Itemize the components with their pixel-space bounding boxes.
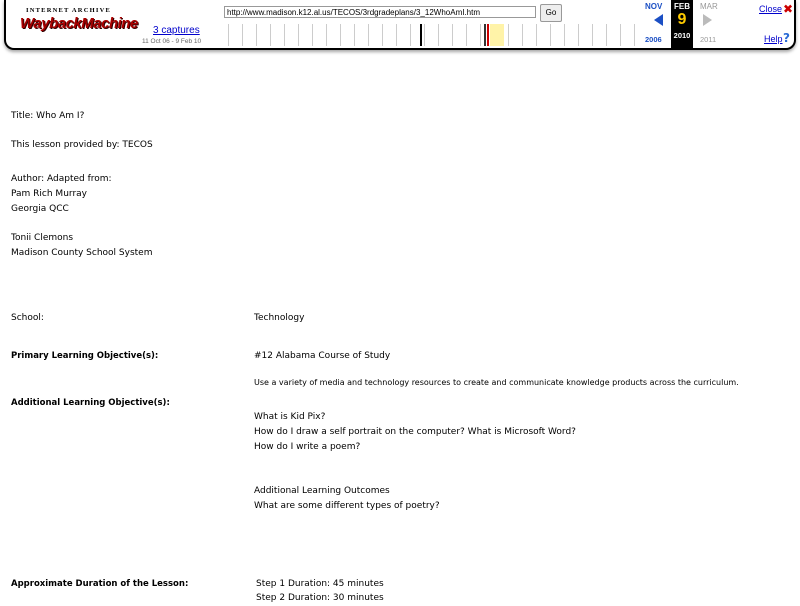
prev-capture-arrow-icon[interactable]: [654, 14, 663, 26]
wayback-logo[interactable]: [20, 7, 138, 41]
capture-mark: [484, 24, 486, 46]
prev-month[interactable]: NOV: [645, 2, 663, 11]
next-capture-arrow-icon: [703, 14, 712, 26]
capture-sparkline[interactable]: [228, 24, 638, 46]
provided-by: This lesson provided by: TECOS: [11, 140, 153, 150]
next-month: MAR: [700, 2, 718, 11]
captures-range: 11 Oct 06 - 9 Feb 10: [142, 38, 202, 45]
current-capture-date: [671, 0, 693, 48]
captures-link[interactable]: 3 captures: [153, 25, 200, 36]
capture-mark: [420, 24, 422, 46]
author-name: Pam Rich Murray: [11, 189, 87, 199]
logo-top-text: INTERNET ARCHIVE: [26, 7, 111, 14]
current-year-highlight: [490, 24, 504, 46]
logo-main-text: WaybackMachine: [20, 15, 138, 32]
contact-org: Madison County School System: [11, 248, 153, 258]
author-source: Georgia QCC: [11, 204, 69, 214]
help-link[interactable]: Help: [764, 34, 783, 44]
school-value: Technology: [254, 313, 305, 323]
close-link[interactable]: Close: [759, 4, 783, 14]
additional-objective-line: How do I write a poem?: [254, 442, 361, 452]
additional-objective-line: What is Kid Pix?: [254, 412, 326, 422]
go-button[interactable]: Go: [540, 4, 562, 22]
outcomes-line: What are some different types of poetry?: [254, 501, 440, 511]
help-icon[interactable]: ?: [783, 31, 790, 45]
duration-step: Step 1 Duration: 45 minutes: [256, 579, 384, 589]
primary-objective-desc: Use a variety of media and technology resources to create and communicate knowledge products across the curriculum.: [254, 378, 739, 387]
school-label: School:: [11, 313, 44, 323]
current-year: 2010: [673, 31, 691, 40]
primary-objective-label: Primary Learning Objective(s):: [11, 351, 159, 361]
lesson-title: Title: Who Am I?: [11, 111, 85, 121]
additional-objective-line: How do I draw a self portrait on the computer? What is Microsoft Word?: [254, 427, 576, 437]
next-year: 2011: [700, 35, 717, 44]
additional-objective-label: Additional Learning Objective(s):: [11, 398, 170, 408]
prev-year[interactable]: 2006: [645, 35, 662, 44]
contact-name: Tonii Clemons: [11, 233, 74, 243]
capture-mark: [487, 24, 489, 46]
duration-step: Step 2 Duration: 30 minutes: [256, 593, 384, 603]
outcomes-heading: Additional Learning Outcomes: [254, 486, 390, 496]
duration-label: Approximate Duration of the Lesson:: [11, 579, 189, 589]
close-icon[interactable]: ✖: [783, 2, 794, 16]
primary-objective-value: #12 Alabama Course of Study: [254, 351, 391, 361]
author-label: Author: Adapted from:: [11, 174, 112, 184]
wayback-toolbar: [4, 0, 796, 50]
current-month: FEB: [674, 2, 690, 11]
current-day: 9: [677, 11, 687, 28]
url-input[interactable]: http://www.madison.k12.al.us/TECOS/3rdgradeplans/3_12WhoAmI.htm: [224, 6, 536, 18]
